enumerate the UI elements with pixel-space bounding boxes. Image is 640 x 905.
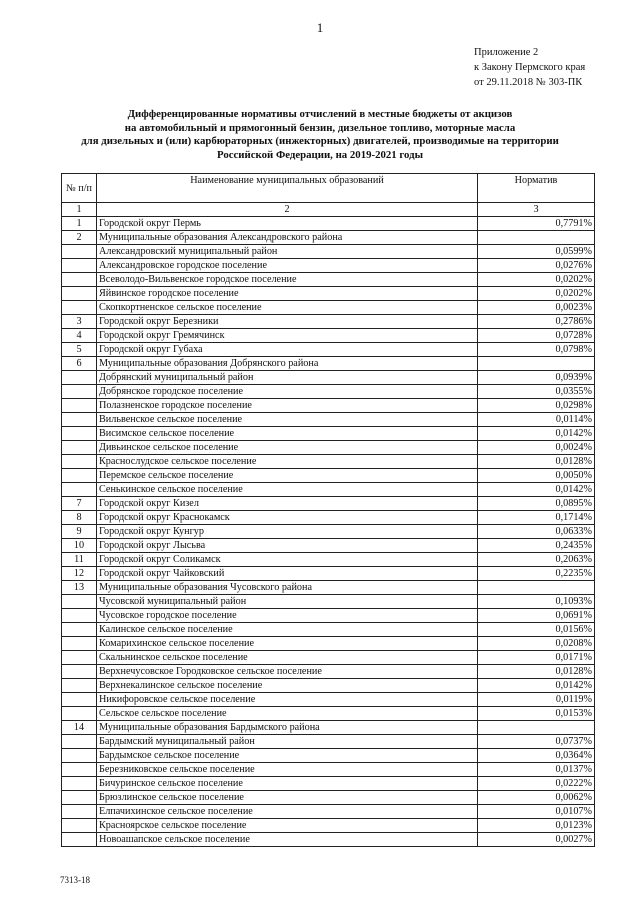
table-row <box>62 413 595 427</box>
column-number: 2 <box>97 203 478 217</box>
row-name: Чусовской муниципальный район <box>97 595 478 609</box>
row-name: Висимское сельское поселение <box>97 427 478 441</box>
row-number: 5 <box>62 343 97 357</box>
norms-table <box>61 173 595 847</box>
row-name: Бичуринское сельское поселение <box>97 777 478 791</box>
row-name: Комарихинское сельское поселение <box>97 637 478 651</box>
table-row <box>62 819 595 833</box>
row-value: 0,0222% <box>478 777 595 791</box>
row-number <box>62 819 97 833</box>
table-row <box>62 525 595 539</box>
appendix-block <box>474 45 585 90</box>
row-number <box>62 287 97 301</box>
table-row <box>62 833 595 847</box>
table-row <box>62 595 595 609</box>
appendix-line: от 29.11.2018 № 303-ПК <box>474 77 583 88</box>
row-number <box>62 707 97 721</box>
row-number: 14 <box>62 721 97 735</box>
row-value: 0,2786% <box>478 315 595 329</box>
row-value: 0,0355% <box>478 385 595 399</box>
row-value: 0,0050% <box>478 469 595 483</box>
table-row <box>62 427 595 441</box>
title-line: Российской Федерации, на 2019-2021 годы <box>217 148 423 161</box>
row-number <box>62 679 97 693</box>
page-number: 1 <box>316 20 324 35</box>
row-number: 10 <box>62 539 97 553</box>
row-number <box>62 245 97 259</box>
row-name: Городской округ Соликамск <box>97 553 478 567</box>
row-number <box>62 595 97 609</box>
appendix-line: к Закону Пермского края <box>474 62 586 73</box>
row-name: Верхнекалинское сельское поселение <box>97 679 478 693</box>
row-value: 0,0202% <box>478 287 595 301</box>
row-number <box>62 483 97 497</box>
row-name: Брюзлинское сельское поселение <box>97 791 478 805</box>
row-value: 0,0728% <box>478 329 595 343</box>
table-row <box>62 455 595 469</box>
row-number <box>62 651 97 665</box>
row-value <box>478 721 595 735</box>
table-row <box>62 539 595 553</box>
table-row <box>62 679 595 693</box>
table-row <box>62 385 595 399</box>
table-row <box>62 637 595 651</box>
header-norm: Норматив <box>478 174 595 203</box>
row-name: Полазненское городское поселение <box>97 399 478 413</box>
row-name: Бардымский муниципальный район <box>97 735 478 749</box>
table-row <box>62 329 595 343</box>
row-number: 9 <box>62 525 97 539</box>
row-number <box>62 623 97 637</box>
table-row <box>62 511 595 525</box>
table-row <box>62 441 595 455</box>
row-number <box>62 749 97 763</box>
row-value: 0,0208% <box>478 637 595 651</box>
table-row <box>62 315 595 329</box>
table-row <box>62 357 595 371</box>
row-value: 0,0024% <box>478 441 595 455</box>
row-value: 0,0153% <box>478 707 595 721</box>
row-name: Елпачихинское сельское поселение <box>97 805 478 819</box>
row-name: Городской округ Березники <box>97 315 478 329</box>
document-title <box>40 108 600 162</box>
row-value: 0,0119% <box>478 693 595 707</box>
row-name: Всеволодо-Вильвенское городское поселение <box>97 273 478 287</box>
row-value: 0,0364% <box>478 749 595 763</box>
row-value: 0,7791% <box>478 217 595 231</box>
table-row <box>62 609 595 623</box>
row-value <box>478 231 595 245</box>
row-value: 0,0142% <box>478 427 595 441</box>
row-number <box>62 763 97 777</box>
row-name: Перемское сельское поселение <box>97 469 478 483</box>
row-value: 0,0298% <box>478 399 595 413</box>
row-name: Добрянское городское поселение <box>97 385 478 399</box>
title-line: на автомобильный и прямогонный бензин, дизельное топливо, моторные масла <box>124 121 516 134</box>
row-value: 0,0137% <box>478 763 595 777</box>
row-name: Сельское сельское поселение <box>97 707 478 721</box>
row-name: Новоашапское сельское поселение <box>97 833 478 847</box>
row-number <box>62 665 97 679</box>
row-name: Добрянский муниципальный район <box>97 371 478 385</box>
row-name: Городской округ Кунгур <box>97 525 478 539</box>
row-number <box>62 301 97 315</box>
row-name: Березниковское сельское поселение <box>97 763 478 777</box>
row-value: 0,1093% <box>478 595 595 609</box>
row-value: 0,0633% <box>478 525 595 539</box>
row-number: 11 <box>62 553 97 567</box>
table-row <box>62 483 595 497</box>
row-value: 0,0142% <box>478 679 595 693</box>
row-value: 0,0895% <box>478 497 595 511</box>
row-number <box>62 371 97 385</box>
row-name: Верхнечусовское Городковское сельское поселение <box>97 665 478 679</box>
row-number <box>62 805 97 819</box>
row-value: 0,0114% <box>478 413 595 427</box>
table-row <box>62 553 595 567</box>
row-value: 0,2235% <box>478 567 595 581</box>
row-name: Городской округ Губаха <box>97 343 478 357</box>
row-name: Муниципальные образования Александровского района <box>97 231 478 245</box>
title-line: Дифференцированные нормативы отчислений в местные бюджеты от акцизов <box>127 108 513 120</box>
row-value: 0,0123% <box>478 819 595 833</box>
row-number <box>62 777 97 791</box>
row-value: 0,0027% <box>478 833 595 847</box>
row-number <box>62 609 97 623</box>
table-row <box>62 623 595 637</box>
row-number: 8 <box>62 511 97 525</box>
row-name: Городской округ Кизел <box>97 497 478 511</box>
table-row <box>62 399 595 413</box>
row-name: Муниципальные образования Добрянского района <box>97 357 478 371</box>
row-number: 7 <box>62 497 97 511</box>
table-row <box>62 581 595 595</box>
row-value: 0,0107% <box>478 805 595 819</box>
table-row <box>62 567 595 581</box>
row-name: Муниципальные образования Чусовского района <box>97 581 478 595</box>
row-value: 0,0128% <box>478 665 595 679</box>
row-value: 0,0276% <box>478 259 595 273</box>
row-value: 0,0062% <box>478 791 595 805</box>
table-row <box>62 777 595 791</box>
row-number <box>62 441 97 455</box>
row-value: 0,0156% <box>478 623 595 637</box>
row-name: Городской округ Лысьва <box>97 539 478 553</box>
row-name: Городской округ Гремячинск <box>97 329 478 343</box>
table-row <box>62 259 595 273</box>
table-row <box>62 245 595 259</box>
title-line: для дизельных и (или) карбюраторных (инжекторных) двигателей, производимые на территории <box>81 135 559 148</box>
row-value: 0,0142% <box>478 483 595 497</box>
row-number <box>62 427 97 441</box>
row-name: Яйвинское городское поселение <box>97 287 478 301</box>
row-value <box>478 581 595 595</box>
table-row <box>62 665 595 679</box>
table-header-row <box>62 174 595 203</box>
row-number <box>62 735 97 749</box>
table-row <box>62 287 595 301</box>
table-row <box>62 217 595 231</box>
row-number: 13 <box>62 581 97 595</box>
row-name: Краснослудское сельское поселение <box>97 455 478 469</box>
row-name: Александровское городское поселение <box>97 259 478 273</box>
column-number: 1 <box>62 203 97 217</box>
row-number <box>62 469 97 483</box>
row-name: Чусовское городское поселение <box>97 609 478 623</box>
row-number: 1 <box>62 217 97 231</box>
row-value: 0,0023% <box>478 301 595 315</box>
row-name: Городской округ Чайковский <box>97 567 478 581</box>
row-name: Городской округ Краснокамск <box>97 511 478 525</box>
row-number <box>62 833 97 847</box>
row-number <box>62 791 97 805</box>
table-row <box>62 497 595 511</box>
row-value: 0,2063% <box>478 553 595 567</box>
table-row <box>62 343 595 357</box>
row-value: 0,0737% <box>478 735 595 749</box>
row-name: Вильвенское сельское поселение <box>97 413 478 427</box>
table-row <box>62 805 595 819</box>
table-row <box>62 791 595 805</box>
row-name: Скальнинское сельское поселение <box>97 651 478 665</box>
row-number <box>62 693 97 707</box>
row-name: Бардымское сельское поселение <box>97 749 478 763</box>
row-value: 0,0691% <box>478 609 595 623</box>
table-row <box>62 735 595 749</box>
row-name: Муниципальные образования Бардымского района <box>97 721 478 735</box>
table-row <box>62 651 595 665</box>
row-number <box>62 385 97 399</box>
row-value: 0,0202% <box>478 273 595 287</box>
row-value: 0,0599% <box>478 245 595 259</box>
row-number <box>62 637 97 651</box>
table-row <box>62 371 595 385</box>
row-number: 6 <box>62 357 97 371</box>
row-number: 4 <box>62 329 97 343</box>
row-value: 0,0171% <box>478 651 595 665</box>
row-number <box>62 455 97 469</box>
table-row <box>62 273 595 287</box>
column-number: 3 <box>478 203 595 217</box>
row-value: 0,2435% <box>478 539 595 553</box>
row-value: 0,0939% <box>478 371 595 385</box>
row-value: 0,1714% <box>478 511 595 525</box>
row-name: Александровский муниципальный район <box>97 245 478 259</box>
table-row <box>62 763 595 777</box>
header-number: № п/п <box>62 174 97 203</box>
row-number <box>62 413 97 427</box>
row-number <box>62 399 97 413</box>
row-value <box>478 357 595 371</box>
row-name: Калинское сельское поселение <box>97 623 478 637</box>
row-number <box>62 259 97 273</box>
row-name: Скопкортненское сельское поселение <box>97 301 478 315</box>
header-name: Наименование муниципальных образований <box>97 174 478 203</box>
table-row <box>62 707 595 721</box>
table-row <box>62 693 595 707</box>
row-name: Дивьинское сельское поселение <box>97 441 478 455</box>
row-name: Красноярское сельское поселение <box>97 819 478 833</box>
row-value: 0,0798% <box>478 343 595 357</box>
row-number: 3 <box>62 315 97 329</box>
row-name: Никифоровское сельское поселение <box>97 693 478 707</box>
table-body <box>62 217 595 847</box>
appendix-line: Приложение 2 <box>474 47 539 58</box>
table-row <box>62 469 595 483</box>
row-name: Городской округ Пермь <box>97 217 478 231</box>
row-name: Сенькинское сельское поселение <box>97 483 478 497</box>
table-row <box>62 301 595 315</box>
row-number: 12 <box>62 567 97 581</box>
footer-code: 7313-18 <box>60 875 90 885</box>
table-row <box>62 721 595 735</box>
table-row <box>62 749 595 763</box>
row-number: 2 <box>62 231 97 245</box>
row-value: 0,0128% <box>478 455 595 469</box>
column-numbers-row <box>62 203 595 217</box>
table-row <box>62 231 595 245</box>
row-number <box>62 273 97 287</box>
